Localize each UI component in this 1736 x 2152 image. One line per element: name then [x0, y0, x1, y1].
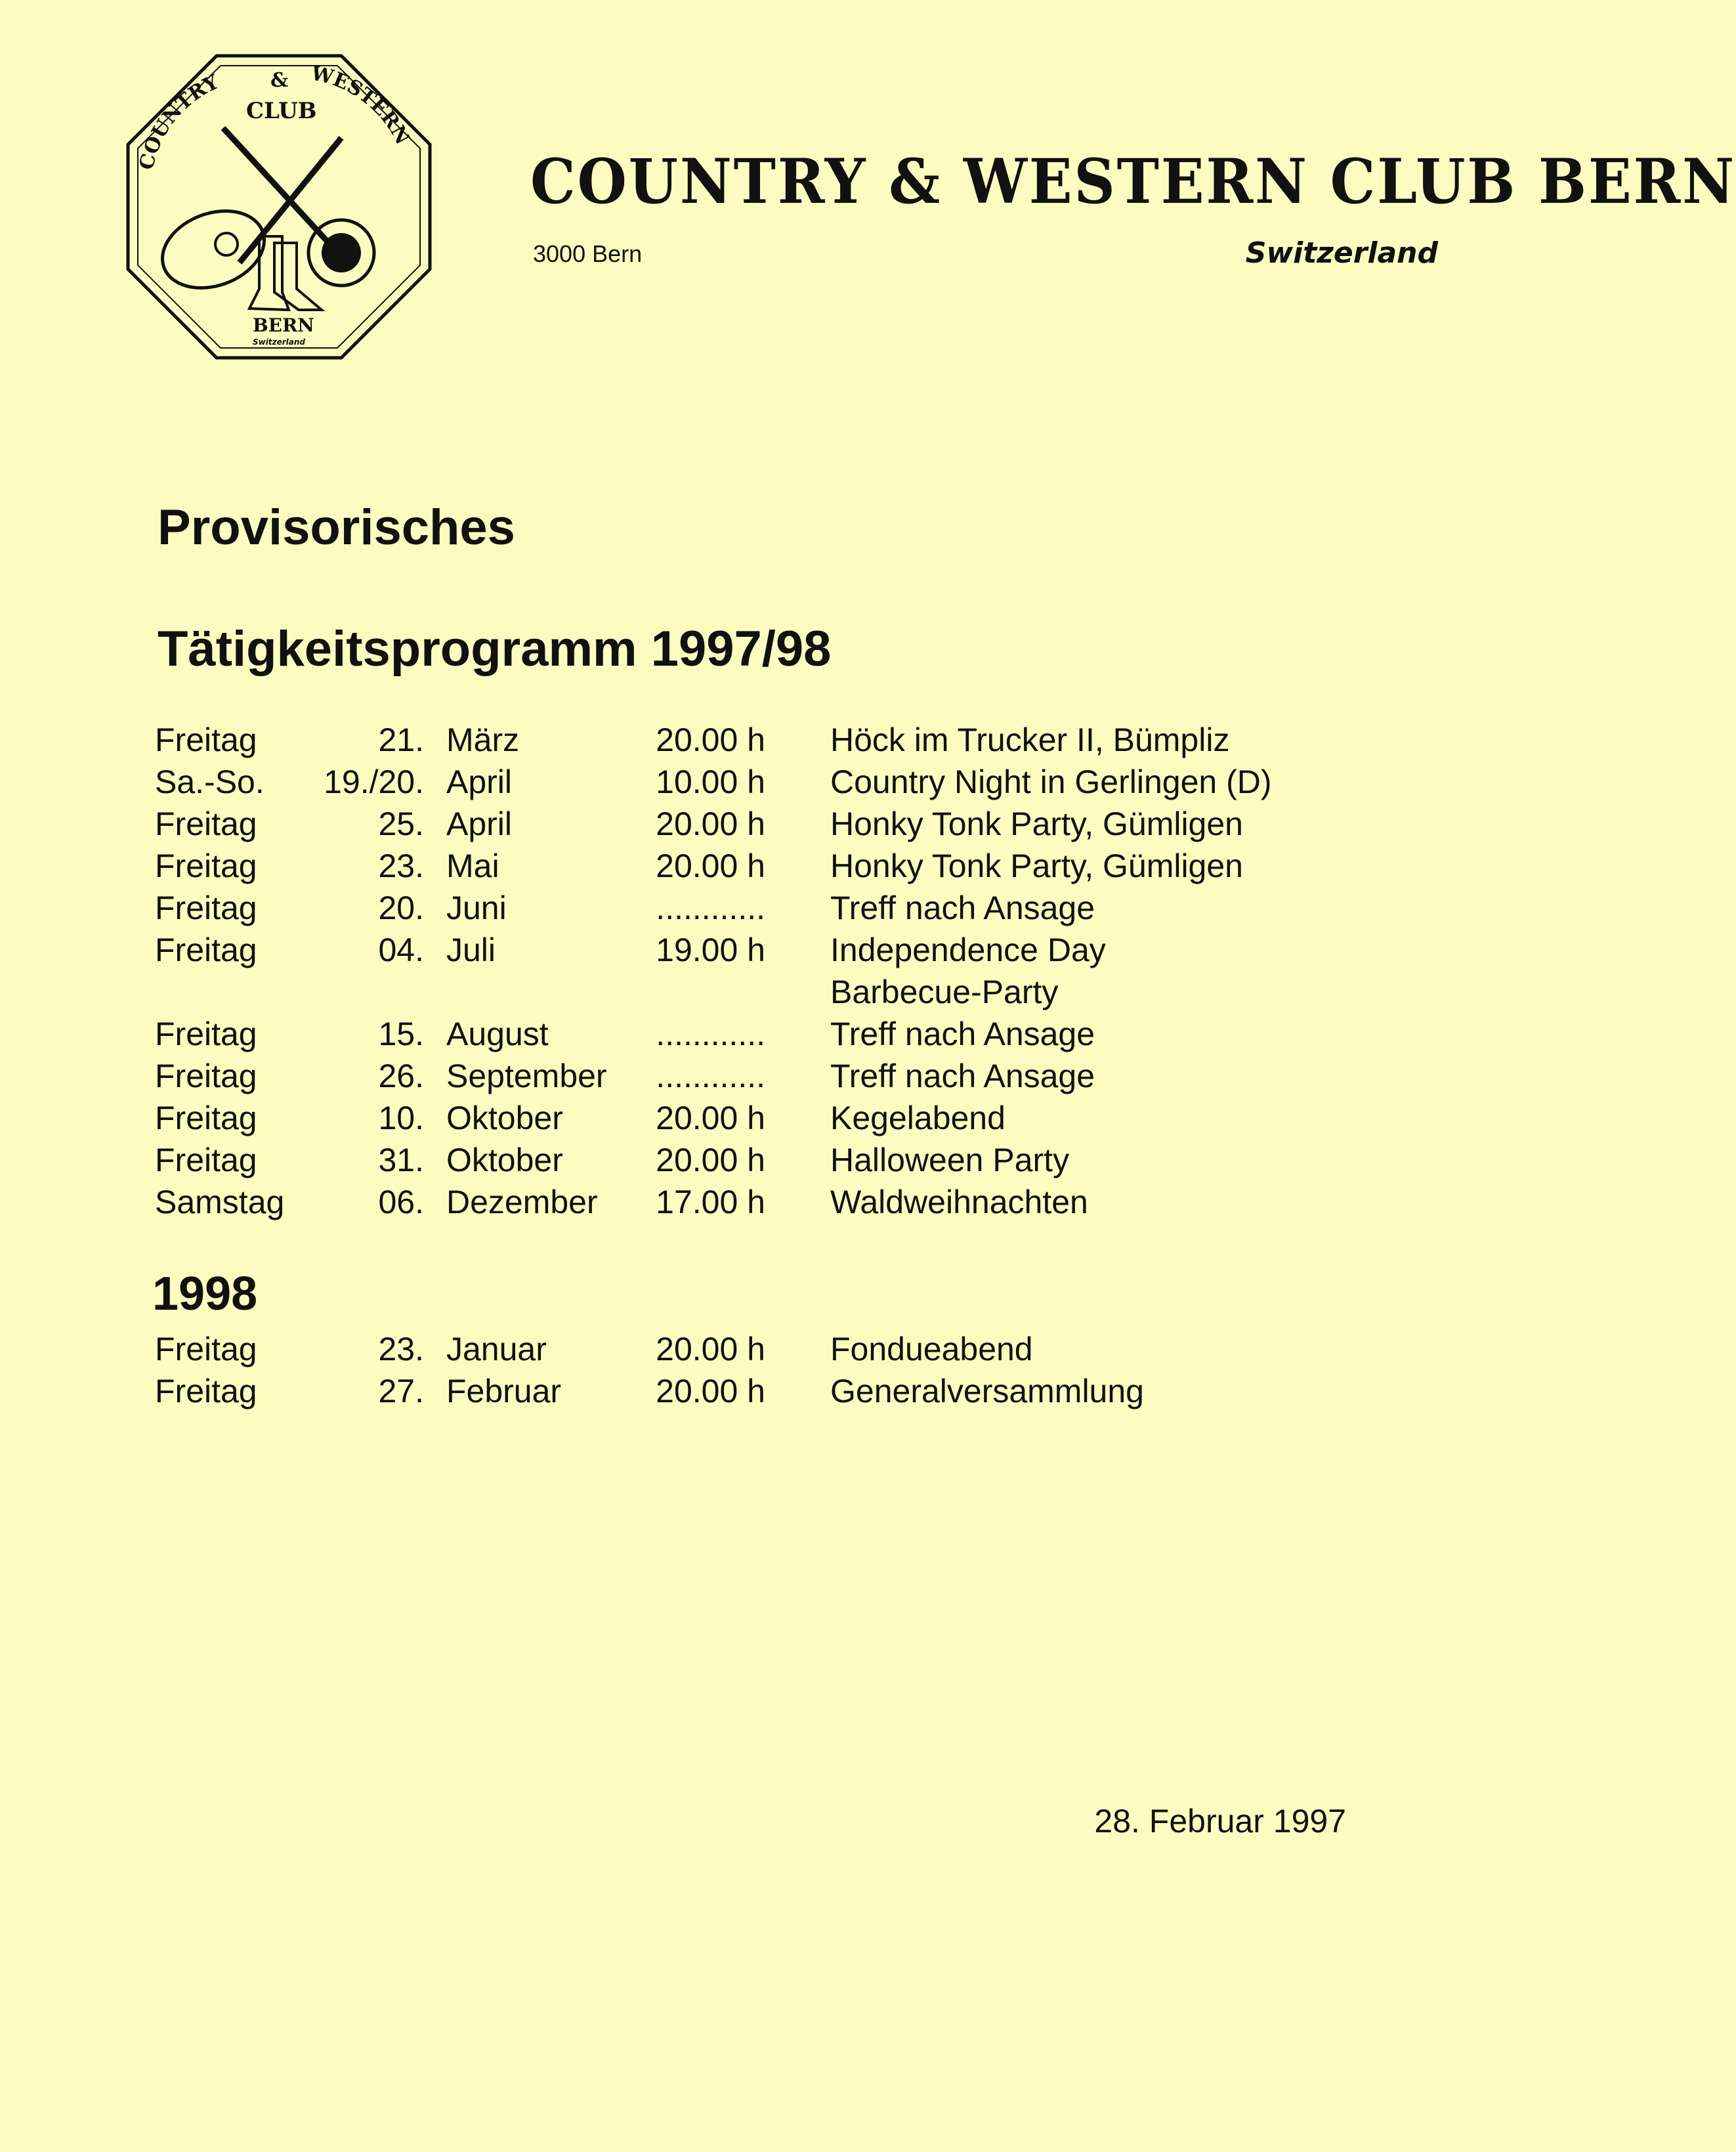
- schedule-row: [0, 805, 1507, 844]
- row-time: 10.00 h: [656, 764, 765, 800]
- row-day: Samstag: [155, 1184, 285, 1220]
- row-event: Country Night in Gerlingen (D): [830, 764, 1272, 800]
- row-day: Freitag: [155, 721, 257, 758]
- schedule-row: [0, 1099, 1507, 1138]
- city-line: 3000 Bern: [533, 240, 643, 267]
- schedule-row: [0, 931, 1507, 970]
- schedule-row: [0, 721, 1507, 760]
- country-line: Switzerland: [1245, 236, 1438, 270]
- row-event: Generalversammlung: [830, 1373, 1144, 1410]
- schedule-row: [0, 1141, 1507, 1180]
- row-time: 20.00 h: [656, 1100, 765, 1136]
- row-date-number: 23.: [378, 848, 424, 884]
- row-event: Honky Tonk Party, Gümligen: [830, 806, 1243, 842]
- document-title-line-2: Tätigkeitsprogramm 1997/98: [158, 621, 832, 677]
- row-day: Freitag: [155, 1373, 257, 1410]
- row-date-number: 26.: [378, 1058, 424, 1094]
- logo-text-club: CLUB: [246, 98, 317, 124]
- row-month: Juni: [446, 890, 507, 926]
- row-month: September: [446, 1058, 607, 1094]
- row-date-number: 25.: [378, 806, 424, 842]
- logo-text-bern: BERN: [253, 314, 314, 336]
- logo-text-country: COUNTRY: [135, 70, 222, 173]
- club-name-heading: COUNTRY & WESTERN CLUB BERN: [530, 146, 1736, 218]
- club-logo: [125, 53, 433, 361]
- row-time: 20.00 h: [656, 1373, 765, 1410]
- row-month: April: [446, 806, 513, 842]
- row-event: Waldweihnachten: [830, 1184, 1088, 1220]
- row-event: Treff nach Ansage: [830, 890, 1095, 926]
- row-time: 19.00 h: [656, 932, 765, 968]
- row-day: Freitag: [155, 848, 257, 884]
- logo-text-switzerland: Switzerland: [253, 337, 305, 347]
- row-event: Honky Tonk Party, Gümligen: [830, 848, 1243, 884]
- schedule-row: [0, 1015, 1507, 1054]
- year-heading-1998: 1998: [152, 1268, 258, 1320]
- row-day: Freitag: [155, 1331, 257, 1367]
- row-time: 20.00 h: [656, 848, 765, 884]
- row-month: April: [446, 764, 513, 800]
- row-time: 20.00 h: [656, 1331, 765, 1367]
- schedule-row: [0, 847, 1507, 886]
- row-event: Barbecue-Party: [830, 974, 1059, 1010]
- row-event: Treff nach Ansage: [830, 1016, 1095, 1052]
- svg-text:COUNTRY: [135, 71, 223, 173]
- row-event: Treff nach Ansage: [830, 1058, 1095, 1094]
- row-month: Februar: [446, 1373, 562, 1410]
- row-month: Dezember: [446, 1184, 598, 1220]
- row-month: Oktober: [446, 1142, 563, 1178]
- row-day: Freitag: [155, 806, 257, 842]
- row-date-number: 31.: [378, 1142, 424, 1178]
- schedule-row: [0, 763, 1507, 802]
- row-time: 20.00 h: [656, 721, 765, 758]
- row-event: Independence Day: [830, 932, 1106, 968]
- row-date-number: 06.: [378, 1184, 424, 1220]
- row-day: Sa.-So.: [155, 764, 265, 800]
- schedule-row: [0, 1330, 1507, 1369]
- row-date-number: 27.: [378, 1373, 424, 1410]
- schedule-row-continuation: [0, 973, 1507, 1012]
- schedule-row: [0, 1057, 1507, 1096]
- row-event: Kegelabend: [830, 1100, 1006, 1136]
- row-time: ............: [656, 1058, 765, 1094]
- row-month: Mai: [446, 848, 499, 884]
- row-time: 20.00 h: [656, 806, 765, 842]
- row-event: Fondueabend: [830, 1331, 1033, 1367]
- schedule-row: [0, 1183, 1507, 1222]
- row-month: August: [446, 1016, 549, 1052]
- row-date-number: 20.: [378, 890, 424, 926]
- schedule-row: [0, 889, 1507, 928]
- schedule-row: [0, 1372, 1507, 1411]
- row-time: ............: [656, 1016, 765, 1052]
- row-time: 17.00 h: [656, 1184, 765, 1220]
- row-day: Freitag: [155, 1142, 257, 1178]
- row-event: Halloween Party: [830, 1142, 1070, 1178]
- row-month: Januar: [446, 1331, 547, 1367]
- row-day: Freitag: [155, 890, 257, 926]
- row-time: 20.00 h: [656, 1142, 765, 1178]
- row-day: Freitag: [155, 1016, 257, 1052]
- row-date-number: 23.: [378, 1331, 424, 1367]
- row-date-number: 21.: [378, 721, 424, 758]
- row-day: Freitag: [155, 932, 257, 968]
- row-date-number: 10.: [378, 1100, 424, 1136]
- logo-text-western: WESTERN: [308, 62, 414, 149]
- row-event: Höck im Trucker II, Bümpliz: [830, 721, 1230, 758]
- row-time: ............: [656, 890, 765, 926]
- logo-text-amp: &: [270, 69, 289, 92]
- row-day: Freitag: [155, 1058, 257, 1094]
- document-date: 28. Februar 1997: [1094, 1803, 1346, 1840]
- row-date-number: 19./20.: [324, 764, 424, 800]
- row-date-number: 04.: [378, 932, 424, 968]
- row-month: Juli: [446, 932, 496, 968]
- document-title-line-1: Provisorisches: [158, 500, 515, 555]
- row-month: März: [446, 721, 520, 758]
- row-month: Oktober: [446, 1100, 563, 1136]
- row-day: Freitag: [155, 1100, 257, 1136]
- row-date-number: 15.: [378, 1016, 424, 1052]
